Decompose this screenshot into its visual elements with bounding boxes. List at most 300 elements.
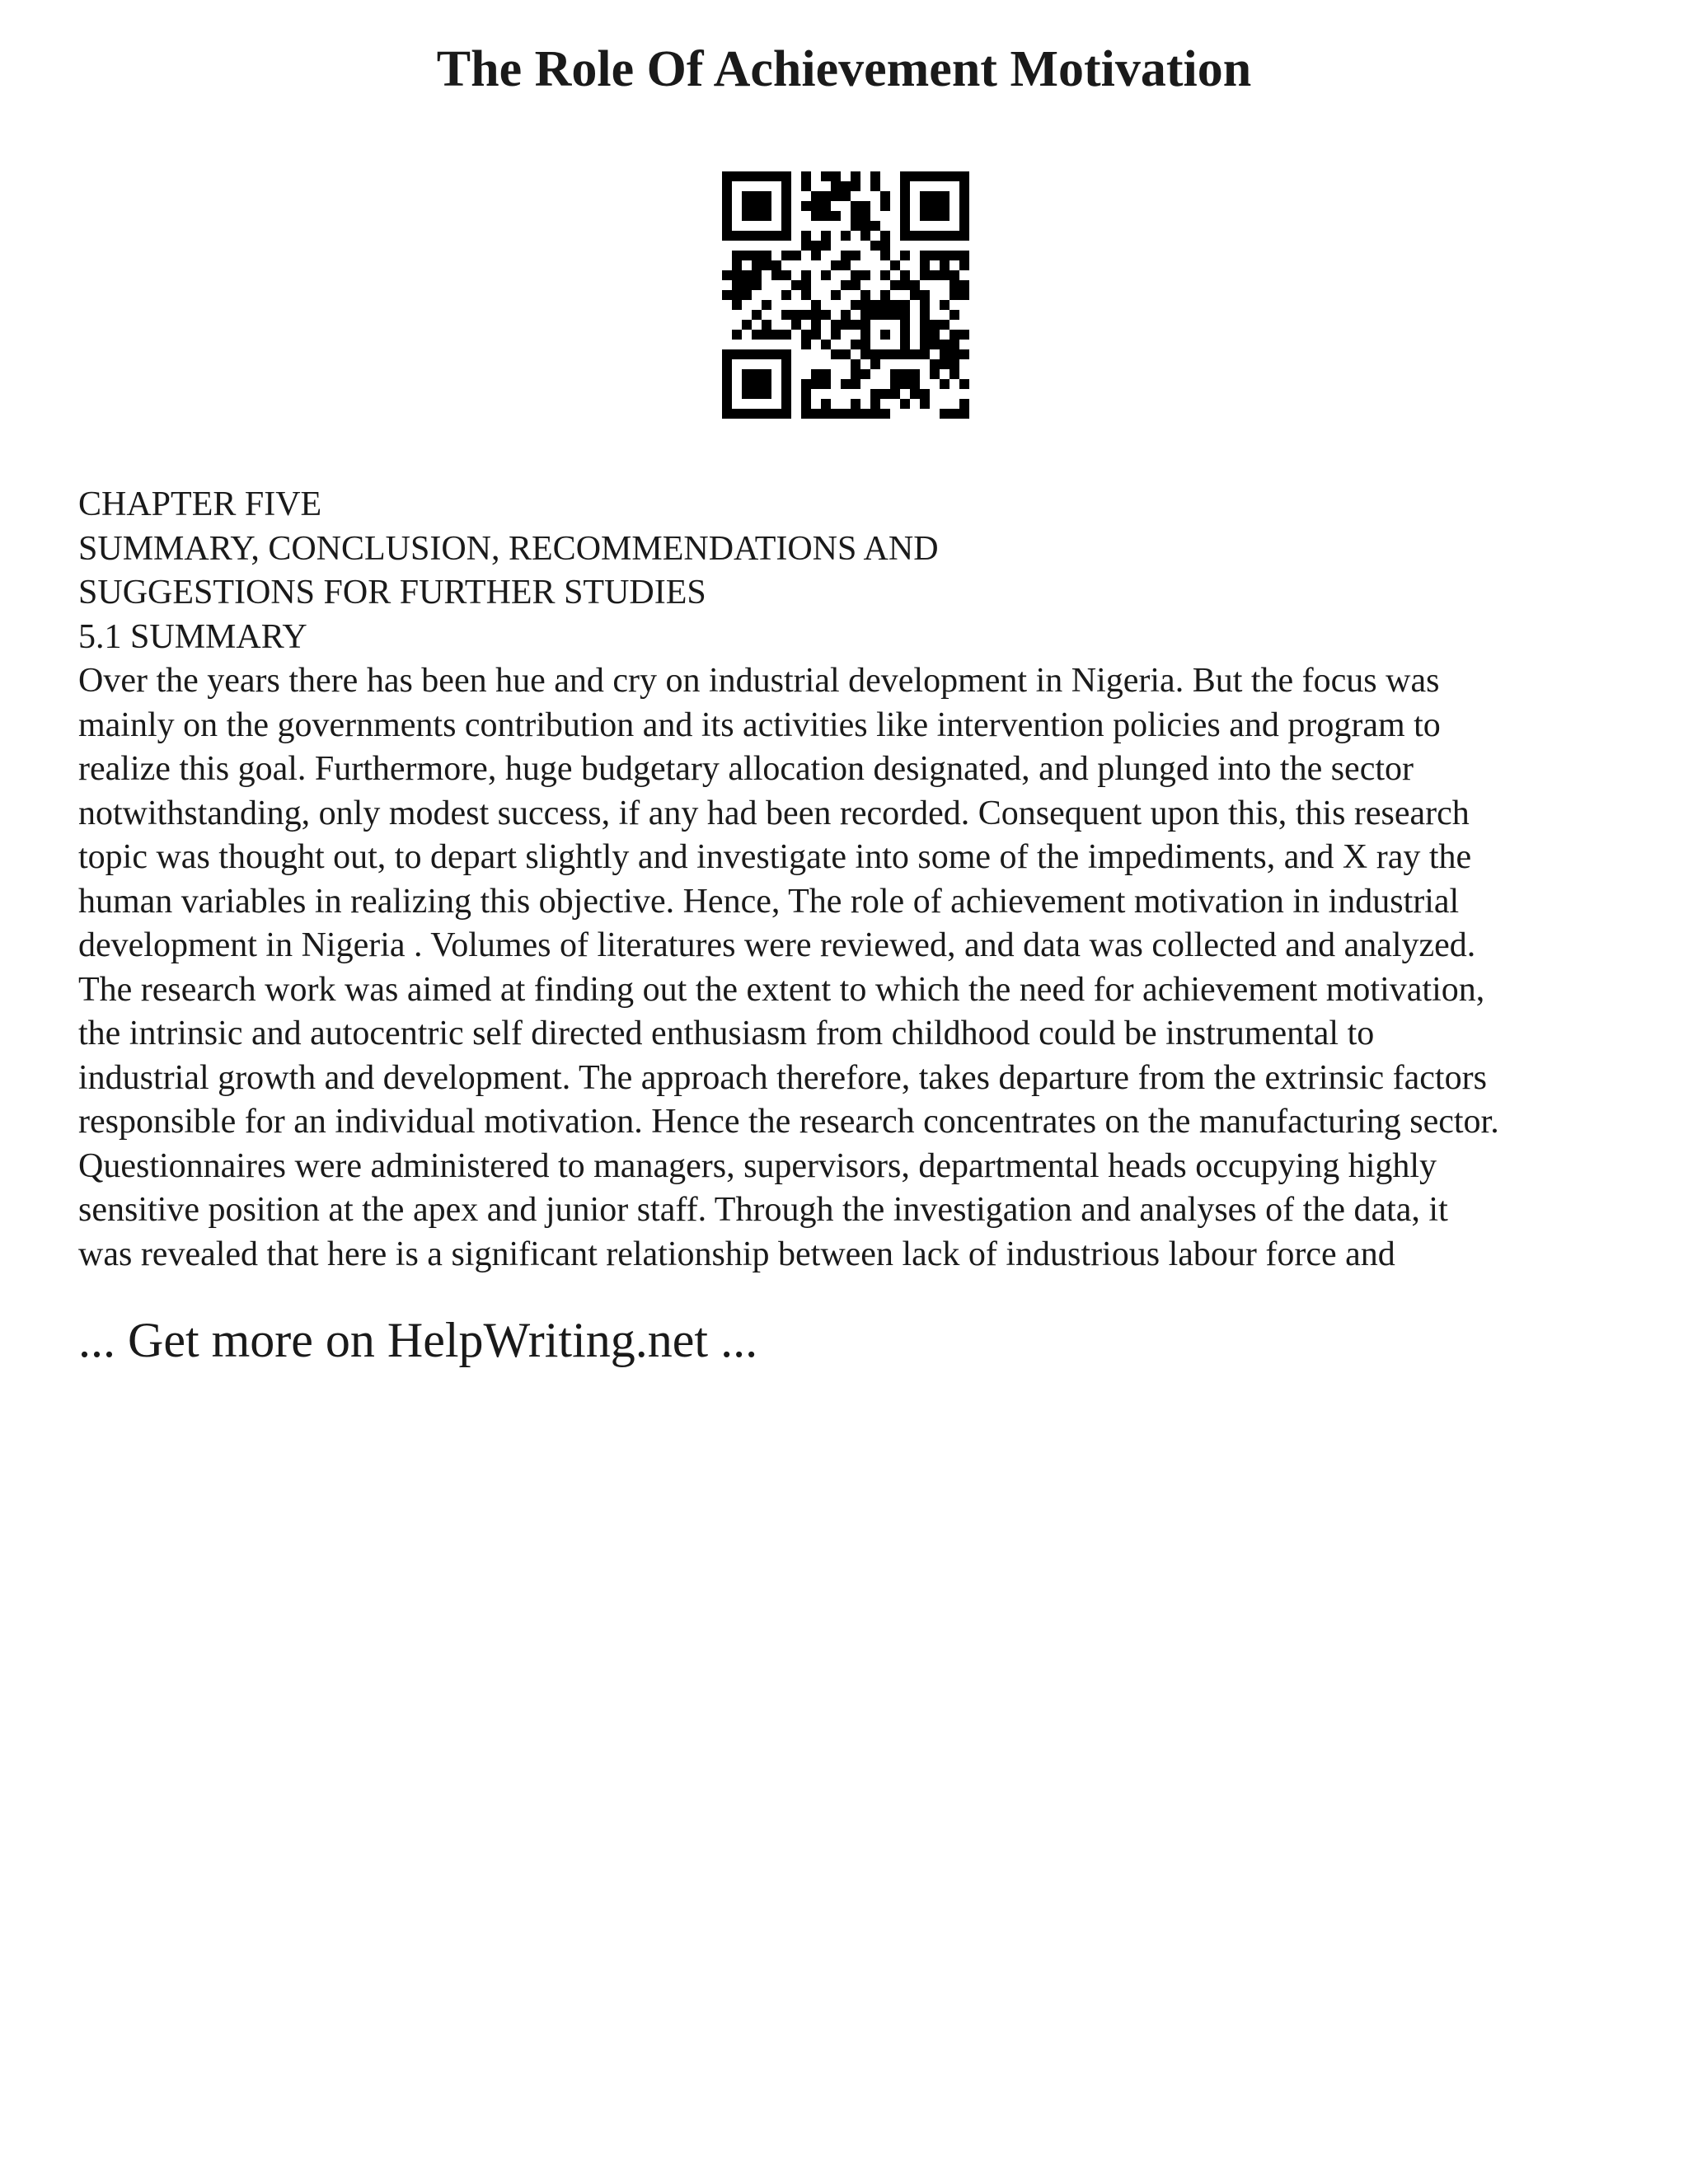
get-more-link[interactable]: ... Get more on HelpWriting.net ... (78, 1313, 758, 1367)
qr-module (771, 270, 781, 280)
qr-module (831, 191, 841, 201)
qr-module (940, 211, 950, 221)
qr-module (851, 251, 860, 260)
qr-module (940, 379, 950, 389)
qr-module (950, 340, 959, 349)
qr-module (940, 320, 950, 330)
qr-module (930, 191, 940, 201)
qr-module (752, 211, 762, 221)
qr-module (890, 300, 900, 310)
qr-module (940, 340, 950, 349)
qr-module (742, 409, 752, 419)
qr-module (900, 320, 910, 330)
qr-module (880, 409, 890, 419)
qr-module (841, 320, 851, 330)
qr-module (821, 191, 831, 201)
qr-module (781, 270, 791, 280)
qr-module (742, 280, 752, 290)
qr-module (900, 201, 910, 211)
qr-module (860, 221, 870, 231)
qr-module (920, 201, 930, 211)
qr-module (920, 389, 930, 399)
qr-module (841, 251, 851, 260)
qr-module (771, 171, 781, 181)
qr-module (950, 310, 959, 320)
qr-module (742, 270, 752, 280)
qr-module (811, 310, 821, 320)
qr-module (890, 260, 900, 270)
qr-module (851, 320, 860, 330)
qr-module (791, 310, 801, 320)
qr-module (742, 171, 752, 181)
qr-module (801, 399, 811, 409)
qr-module (959, 280, 969, 290)
qr-module (959, 409, 969, 419)
qr-module (781, 171, 791, 181)
qr-module (821, 399, 831, 409)
qr-module (742, 201, 752, 211)
qr-module (722, 231, 732, 241)
qr-module (959, 201, 969, 211)
qr-module (851, 270, 860, 280)
qr-module (950, 231, 959, 241)
qr-module (762, 260, 771, 270)
qr-module (920, 399, 930, 409)
qr-module (950, 270, 959, 280)
qr-module (722, 349, 732, 359)
qr-module (940, 260, 950, 270)
qr-module (821, 201, 831, 211)
qr-module (752, 330, 762, 340)
qr-module (950, 330, 959, 340)
qr-module (762, 211, 771, 221)
qr-module (762, 171, 771, 181)
qr-module (920, 171, 930, 181)
qr-module (870, 409, 880, 419)
qr-module (781, 211, 791, 221)
qr-module (841, 231, 851, 241)
qr-module (781, 330, 791, 340)
qr-module (801, 280, 811, 290)
qr-module (920, 211, 930, 221)
qr-module (752, 251, 762, 260)
qr-module (900, 330, 910, 340)
qr-module (890, 349, 900, 359)
document-title: The Role Of Achievement Motivation (436, 41, 1252, 97)
qr-module (900, 211, 910, 221)
qr-module (870, 181, 880, 191)
qr-module (880, 270, 890, 280)
qr-module (900, 310, 910, 320)
body-line: mainly on the governments contribution and its activities like intervention policies and program to (78, 705, 1441, 744)
qr-module (900, 181, 910, 191)
qr-module (722, 221, 732, 231)
qr-module (870, 310, 880, 320)
qr-module (940, 191, 950, 201)
qr-module (732, 300, 742, 310)
qr-module (762, 191, 771, 201)
qr-module (771, 409, 781, 419)
qr-module (781, 359, 791, 369)
qr-module (791, 320, 801, 330)
qr-module (890, 310, 900, 320)
qr-module (851, 211, 860, 221)
qr-module (722, 270, 732, 280)
qr-module (722, 369, 732, 379)
qr-module (959, 251, 969, 260)
body-line: topic was thought out, to depart slightly and investigate into some of the impediments, and X ray the (78, 838, 1472, 876)
qr-module (930, 211, 940, 221)
qr-module (742, 389, 752, 399)
qr-module (722, 171, 732, 181)
qr-module (959, 260, 969, 270)
qr-module (920, 300, 930, 310)
qr-module (781, 379, 791, 389)
qr-module (841, 260, 851, 270)
qr-module (950, 251, 959, 260)
qr-module (940, 349, 950, 359)
qr-module (910, 379, 920, 389)
qr-module (811, 211, 821, 221)
qr-module (930, 251, 940, 260)
qr-module (801, 181, 811, 191)
qr-module (851, 340, 860, 349)
chapter-heading: CHAPTER FIVE (78, 485, 322, 523)
qr-module (890, 379, 900, 389)
qr-module (880, 251, 890, 260)
qr-module (742, 320, 752, 330)
qr-module (801, 171, 811, 181)
qr-module (930, 320, 940, 330)
qr-module (950, 409, 959, 419)
body-line: industrial growth and development. The approach therefore, takes departure from the extrinsic factors (78, 1058, 1487, 1097)
qr-module (930, 359, 940, 369)
qr-module (821, 340, 831, 349)
qr-module (870, 221, 880, 231)
qr-module (752, 231, 762, 241)
qr-module (860, 231, 870, 241)
body-line: the intrinsic and autocentric self directed enthusiasm from childhood could be instrumental to (78, 1015, 1375, 1052)
qr-module (752, 379, 762, 389)
qr-module (880, 349, 890, 359)
qr-module (742, 369, 752, 379)
qr-module (900, 300, 910, 310)
qr-module (930, 369, 940, 379)
qr-module (930, 201, 940, 211)
body-line: The research work was aimed at finding out the extent to which the need for achievement motivation, (78, 970, 1485, 1009)
qr-module (722, 409, 732, 419)
qr-module (900, 171, 910, 181)
qr-module (722, 211, 732, 221)
qr-module (950, 369, 959, 379)
qr-module (771, 349, 781, 359)
qr-module (811, 379, 821, 389)
qr-module (860, 340, 870, 349)
qr-module (732, 251, 742, 260)
qr-module (880, 231, 890, 241)
qr-module (860, 290, 870, 300)
qr-module (752, 280, 762, 290)
qr-module (811, 369, 821, 379)
qr-module (732, 260, 742, 270)
qr-module (821, 379, 831, 389)
body-line: sensitive position at the apex and junior staff. Through the investigation and analyses of the data, it (78, 1191, 1448, 1229)
body-line: responsible for an individual motivation. Hence the research concentrates on the manufacturing sector. (78, 1103, 1499, 1141)
qr-module (762, 409, 771, 419)
body-line: realize this goal. Furthermore, huge budgetary allocation designated, and plunged into the sector (78, 750, 1414, 788)
qr-module (732, 280, 742, 290)
qr-module (831, 330, 841, 340)
qr-module (801, 340, 811, 349)
qr-module (821, 241, 831, 251)
qr-module (781, 191, 791, 201)
qr-module (910, 349, 920, 359)
qr-module (781, 349, 791, 359)
qr-module (851, 369, 860, 379)
qr-module (920, 191, 930, 201)
qr-module (920, 349, 930, 359)
qr-module (801, 330, 811, 340)
qr-module (870, 241, 880, 251)
qr-module (920, 251, 930, 260)
qr-module (732, 270, 742, 280)
qr-module (752, 201, 762, 211)
qr-module (732, 330, 742, 340)
qr-module (781, 201, 791, 211)
summary-paragraph (78, 659, 1644, 1277)
qr-module (781, 181, 791, 191)
qr-module (781, 409, 791, 419)
qr-module (811, 241, 821, 251)
qr-module (950, 359, 959, 369)
qr-module (851, 181, 860, 191)
qr-module (831, 349, 841, 359)
qr-module (940, 409, 950, 419)
qr-module (742, 231, 752, 241)
qr-code-icon (722, 171, 969, 419)
qr-module (880, 310, 890, 320)
qr-module (851, 359, 860, 369)
qr-module (762, 320, 771, 330)
qr-module (762, 201, 771, 211)
qr-module (771, 260, 781, 270)
qr-module (841, 191, 851, 201)
qr-module (811, 191, 821, 201)
qr-module (722, 290, 732, 300)
qr-module (910, 231, 920, 241)
qr-module (950, 349, 959, 359)
qr-module (920, 270, 930, 280)
qr-module (880, 389, 890, 399)
qr-module (722, 191, 732, 201)
qr-module (821, 171, 831, 181)
qr-module (900, 280, 910, 290)
qr-module (801, 231, 811, 241)
qr-module (742, 349, 752, 359)
qr-module (742, 191, 752, 201)
qr-module (900, 231, 910, 241)
document-content (78, 483, 1644, 1277)
qr-module (920, 340, 930, 349)
qr-module (781, 389, 791, 399)
qr-module (801, 409, 811, 419)
qr-module (880, 290, 890, 300)
qr-module (752, 409, 762, 419)
qr-module (722, 201, 732, 211)
qr-module (762, 330, 771, 340)
qr-module (880, 241, 890, 251)
qr-module (841, 310, 851, 320)
qr-module (811, 330, 821, 340)
qr-module (742, 211, 752, 221)
qr-module (732, 171, 742, 181)
qr-module (841, 280, 851, 290)
qr-module (841, 409, 851, 419)
qr-module (890, 369, 900, 379)
qr-module (781, 399, 791, 409)
body-line: human variables in realizing this objective. Hence, The role of achievement motivation in industrial (78, 882, 1460, 921)
qr-module (959, 349, 969, 359)
body-line: was revealed that here is a significant relationship between lack of industrious labour force and (78, 1235, 1395, 1273)
qr-module (959, 191, 969, 201)
qr-module (860, 310, 870, 320)
qr-module (732, 231, 742, 241)
qr-module (860, 270, 870, 280)
qr-module (959, 231, 969, 241)
qr-module (959, 221, 969, 231)
qr-module (959, 181, 969, 191)
qr-module (851, 221, 860, 231)
qr-module (890, 280, 900, 290)
qr-module (781, 290, 791, 300)
qr-module (791, 280, 801, 290)
qr-module (771, 231, 781, 241)
qr-module (910, 389, 920, 399)
qr-module (752, 260, 762, 270)
qr-module (900, 270, 910, 280)
qr-module (762, 349, 771, 359)
qr-module (870, 389, 880, 399)
qr-module (821, 211, 831, 221)
qr-module (880, 330, 890, 340)
qr-module (950, 290, 959, 300)
qr-module (900, 251, 910, 260)
qr-module (722, 379, 732, 389)
qr-module (920, 290, 930, 300)
qr-module (762, 251, 771, 260)
qr-module (940, 300, 950, 310)
qr-module (930, 340, 940, 349)
qr-module (870, 349, 880, 359)
qr-module (920, 320, 930, 330)
qr-module (752, 171, 762, 181)
qr-module (959, 379, 969, 389)
qr-module (732, 349, 742, 359)
qr-module (762, 389, 771, 399)
qr-module (900, 221, 910, 231)
qr-module (821, 409, 831, 419)
qr-module (831, 171, 841, 181)
qr-module (801, 389, 811, 399)
qr-module (791, 251, 801, 260)
qr-module (801, 201, 811, 211)
qr-module (950, 171, 959, 181)
body-line: development in Nigeria . Volumes of literatures were reviewed, and data was collected and analyzed. (78, 926, 1476, 964)
qr-module (860, 300, 870, 310)
qr-module (811, 251, 821, 260)
qr-module (930, 330, 940, 340)
qr-module (801, 290, 811, 300)
qr-module (752, 369, 762, 379)
qr-module (900, 349, 910, 359)
qr-module (851, 409, 860, 419)
qr-module (959, 211, 969, 221)
qr-module (752, 270, 762, 280)
qr-module (811, 320, 821, 330)
qr-module (821, 270, 831, 280)
qr-module (940, 231, 950, 241)
qr-module (831, 211, 841, 221)
qr-module (870, 359, 880, 369)
qr-module (801, 310, 811, 320)
section-heading-line-2: SUGGESTIONS FOR FURTHER STUDIES (78, 574, 706, 612)
qr-module (940, 201, 950, 211)
qr-module (722, 399, 732, 409)
qr-module (930, 231, 940, 241)
qr-module (860, 409, 870, 419)
qr-module (900, 369, 910, 379)
qr-module (781, 221, 791, 231)
qr-module (920, 231, 930, 241)
qr-module (940, 270, 950, 280)
qr-module (831, 290, 841, 300)
qr-module (811, 409, 821, 419)
qr-module (841, 181, 851, 191)
qr-module (821, 310, 831, 320)
qr-module (959, 330, 969, 340)
qr-module (732, 409, 742, 419)
qr-module (851, 379, 860, 389)
qr-module (900, 399, 910, 409)
qr-module (910, 171, 920, 181)
qr-module (860, 330, 870, 340)
qr-module (940, 251, 950, 260)
qr-module (880, 201, 890, 211)
qr-module (900, 340, 910, 349)
qr-module (860, 320, 870, 330)
qr-module (821, 369, 831, 379)
qr-module (781, 369, 791, 379)
qr-module (910, 369, 920, 379)
body-line: Over the years there has been hue and cry on industrial development in Nigeria. But the focus was (78, 662, 1440, 700)
qr-module (781, 251, 791, 260)
qr-module (940, 171, 950, 181)
qr-module (801, 270, 811, 280)
section-heading-line-1: SUMMARY, CONCLUSION, RECOMMENDATIONS AND (78, 529, 939, 568)
qr-module (801, 379, 811, 389)
qr-module (752, 389, 762, 399)
qr-module (781, 310, 791, 320)
qr-module (851, 399, 860, 409)
qr-module (851, 201, 860, 211)
qr-module (851, 300, 860, 310)
qr-module (801, 241, 811, 251)
qr-module (762, 379, 771, 389)
qr-module (771, 330, 781, 340)
qr-module (860, 211, 870, 221)
qr-module (870, 399, 880, 409)
qr-module (870, 171, 880, 181)
